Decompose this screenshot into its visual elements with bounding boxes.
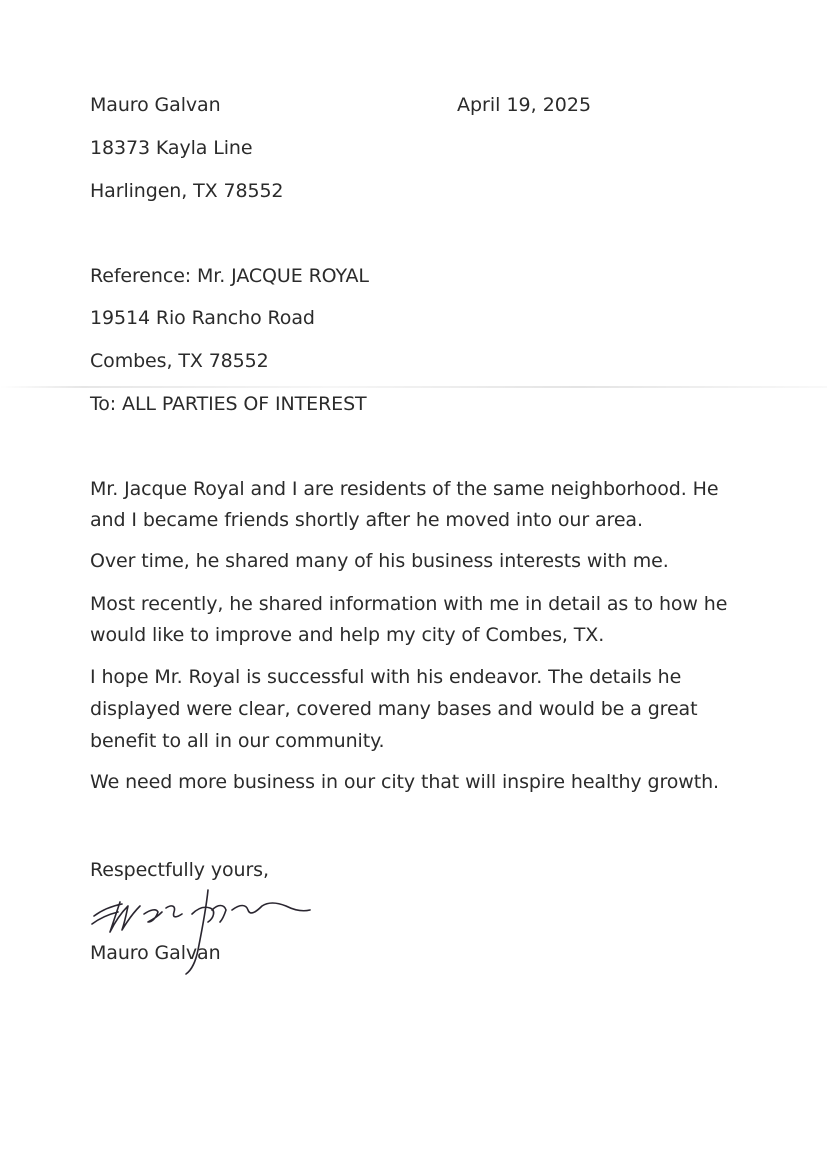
letter-date: April 19, 2025 [457,94,592,116]
recipient-line: To: ALL PARTIES OF INTEREST [90,393,367,415]
body-paragraph-4-line-3: benefit to all in our community. [90,730,385,752]
scan-artifact-line [0,386,827,388]
body-paragraph-1-line-2: and I became friends shortly after he moved into our area. [90,509,643,531]
body-paragraph-3-line-2: would like to improve and help my city of Combes, TX. [90,624,605,646]
handwritten-signature [86,880,316,980]
body-paragraph-5: We need more business in our city that will inspire healthy growth. [90,771,719,793]
sender-street: 18373 Kayla Line [90,137,253,159]
reference-street: 19514 Rio Rancho Road [90,307,315,329]
sender-name: Mauro Galvan [90,94,221,116]
reference-city-state-zip: Combes, TX 78552 [90,350,269,372]
body-paragraph-1-line-1: Mr. Jacque Royal and I are residents of the same neighborhood. He [90,478,719,500]
body-paragraph-4-line-2: displayed were clear, covered many bases and would be a great [90,698,698,720]
body-paragraph-3-line-1: Most recently, he shared information with me in detail as to how he [90,593,728,615]
reference-line: Reference: Mr. JACQUE ROYAL [90,265,369,287]
closing-salutation: Respectfully yours, [90,859,269,881]
sender-city-state-zip: Harlingen, TX 78552 [90,180,284,202]
body-paragraph-2: Over time, he shared many of his business interests with me. [90,550,669,572]
signer-name: Mauro Galvan [90,942,221,964]
body-paragraph-4-line-1: I hope Mr. Royal is successful with his endeavor. The details he [90,666,682,688]
